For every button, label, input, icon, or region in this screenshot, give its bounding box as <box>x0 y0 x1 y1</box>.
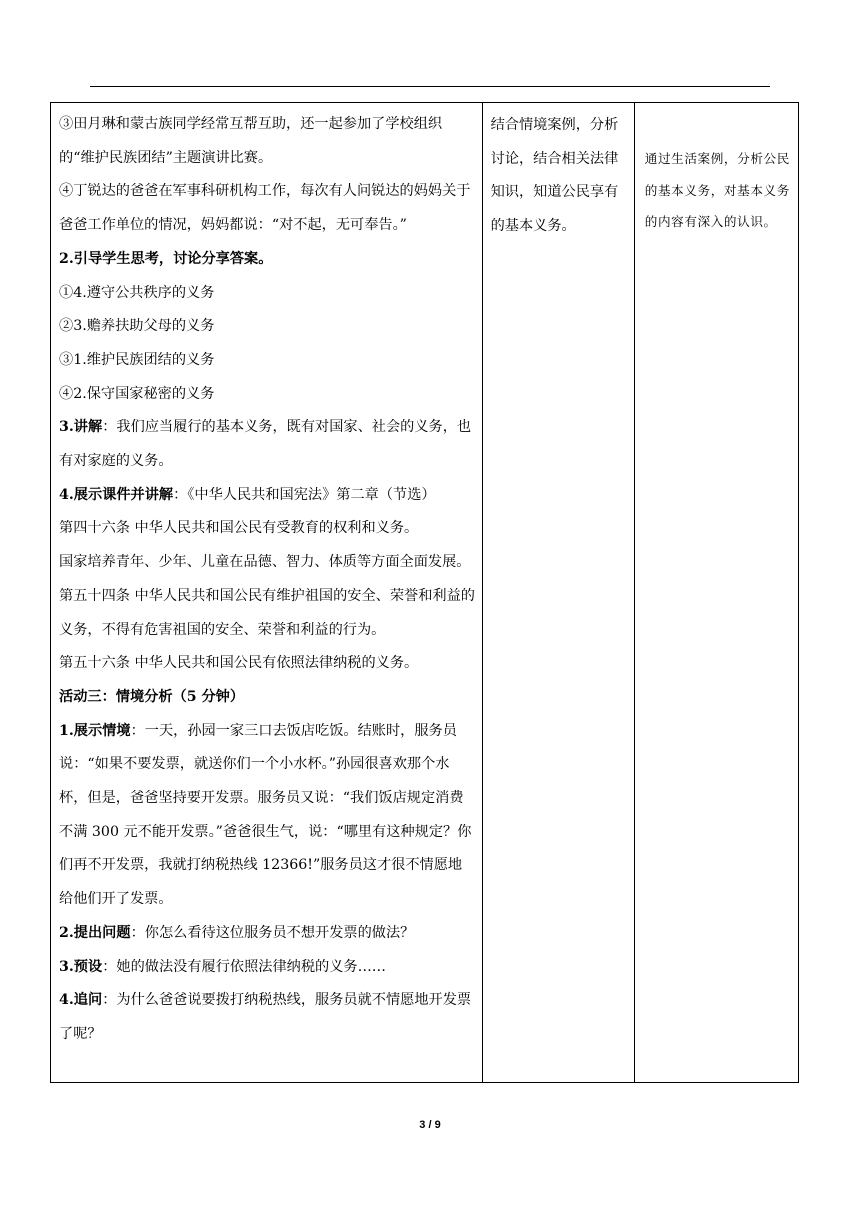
preset-label: 3.预设 <box>59 958 103 975</box>
activity-3-title: 活动三：情境分析（5 分钟） <box>59 688 245 705</box>
case-3-text: ③田月琳和蒙古族同学经常互帮互助，还一起参加了学校组织的“维护民族团结”主题演讲比赛。 <box>59 116 443 166</box>
article-54-text: 第五十四条 中华人民共和国公民有维护祖国的安全、荣誉和利益的义务，不得有危害祖国的安全、荣誉和利益的行为。 <box>59 587 475 638</box>
question-text: ：你怎么看待这位服务员不想开发票的做法？ <box>130 924 415 941</box>
article-56-text: 第五十六条 中华人民共和国公民有依照法律纳税的义务。 <box>59 655 419 672</box>
step-3-label: 3.讲解 <box>59 419 103 436</box>
step-3-paragraph <box>59 411 476 478</box>
answer-4: ④2.保守国家秘密的义务 <box>59 385 215 402</box>
case-4-text: ④丁锐达的爸爸在军事科研机构工作，每次有人问锐达的妈妈关于爸爸工作单位的情况，妈妈都说：“对不起，无可奉告。” <box>59 183 471 234</box>
step-4-text: ：《中华人民共和国宪法》第二章（节选） <box>173 486 436 503</box>
design-intent-cell <box>634 103 798 1083</box>
header-rule <box>90 86 770 87</box>
followup-paragraph <box>59 984 476 1051</box>
table-row <box>51 103 799 1083</box>
article-46-continuation: 国家培养青年、少年、儿童在品德、智力、体质等方面全面发展。 <box>59 554 471 571</box>
followup-text: ：为什么爸爸说要拨打纳税热线，服务员就不情愿地开发票了呢？ <box>59 992 472 1042</box>
question-paragraph <box>59 917 476 951</box>
design-intent-text: 通过生活案例，分析公民的基本义务，对基本义务的内容有深入的认识。 <box>644 151 790 229</box>
step-2-title: 2.引导学生思考，讨论分享答案。 <box>59 250 273 267</box>
answer-2: ②3.赡养扶助父母的义务 <box>59 318 215 335</box>
page-number: 3 / 9 <box>419 1119 441 1131</box>
scene-label: 1.展示情境 <box>59 722 131 739</box>
question-label: 2.提出问题 <box>59 924 131 941</box>
teacher-activity-cell <box>51 103 483 1083</box>
answer-1: ①4.遵守公共秩序的义务 <box>59 284 215 301</box>
article-46-text: 第四十六条 中华人民共和国公民有受教育的权利和义务。 <box>59 520 419 537</box>
answer-3: ③1.维护民族团结的义务 <box>59 351 215 368</box>
step-4-label: 4.展示课件并讲解 <box>59 486 174 503</box>
step-4-paragraph <box>59 479 476 513</box>
scene-text: ：一天，孙园一家三口去饭店吃饭。结账时，服务员说：“如果不要发票，就送你们一个小水杯。”孙园很喜欢那个水杯，但是，爸爸坚持要开发票。服务员又说：“我们饭店规定消费不满 300 元不能开发票。”爸爸很生气，说：“哪里有这种规定？你们再不开发票，我就打纳税热线 12366!”服务员这才很不情愿地给他们开了发票。 <box>59 722 472 908</box>
student-activity-text: 结合情境案例，分析讨论，结合相关法律知识，知道公民享有的基本义务。 <box>490 117 619 235</box>
followup-label: 4.追问 <box>59 992 103 1009</box>
preset-paragraph <box>59 951 476 985</box>
scene-paragraph <box>59 715 476 917</box>
step-3-text: ：我们应当履行的基本义务，既有对国家、社会的义务，也有对家庭的义务。 <box>59 419 472 470</box>
preset-text: ：她的做法没有履行依照法律纳税的义务…… <box>102 958 386 975</box>
lesson-plan-table <box>50 102 799 1083</box>
student-activity-cell <box>482 103 634 1083</box>
